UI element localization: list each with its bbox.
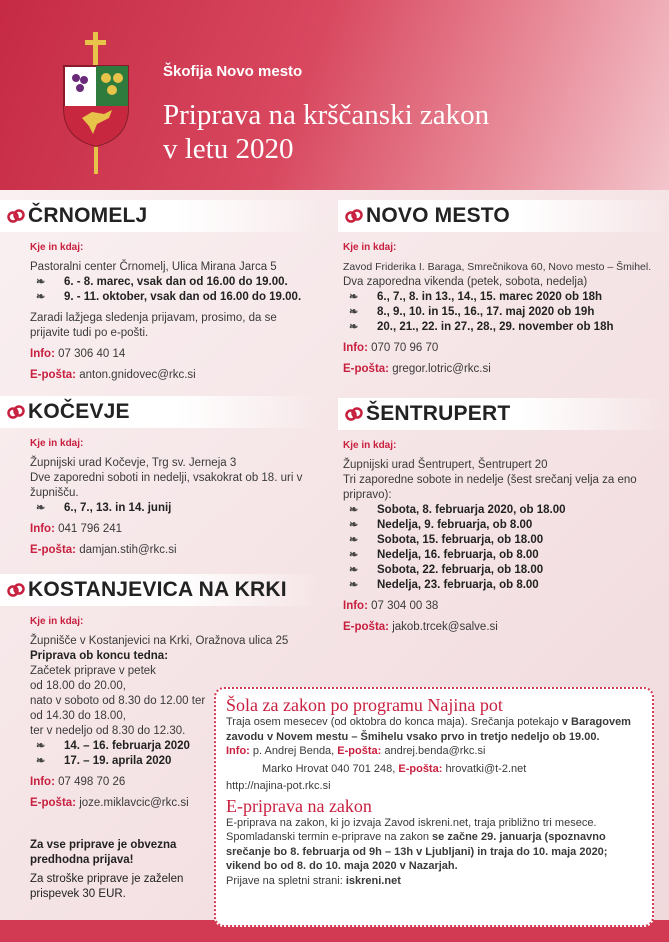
info-label: Info: xyxy=(343,600,368,612)
najina-pot-text xyxy=(226,715,642,744)
schedule-line: od 14.30 do 18.00, xyxy=(30,710,126,722)
date-text: Sobota, 15. februarja, ob 18.00 xyxy=(377,534,544,546)
schedule-line: ter v nedeljo od 8.30 do 12.30. xyxy=(30,725,186,737)
registration-note xyxy=(30,838,210,902)
place: Župnišče v Kostanjevici na Krki, Oražnova ulica 25 xyxy=(30,635,289,647)
date-line xyxy=(36,290,320,305)
mandatory-registration: Za vse priprave je obvezna predhodna prijava! xyxy=(30,839,177,866)
email-label: E-pošta: xyxy=(398,762,443,775)
date-text: 8., 9., 10. in 15., 16., 17. maj 2020 ob 19h xyxy=(377,306,595,318)
info-phone: 041 796 241 xyxy=(58,523,123,535)
schedule-line: od 18.00 do 20.00, xyxy=(30,680,126,692)
note: Tri zaporedne sobote in nedelje (šest srečanj velja za eno pripravo): xyxy=(343,474,637,501)
section-header xyxy=(0,200,320,232)
date-line xyxy=(349,518,669,533)
bullet-icon: ❧ xyxy=(36,502,46,514)
email-label: E-pošta: xyxy=(337,745,382,757)
date-text: Nedelja, 23. februarja, ob 8.00 xyxy=(377,579,539,591)
bullet-icon: ❧ xyxy=(349,504,359,516)
email-address[interactable]: joze.miklavcic@rkc.si xyxy=(79,797,189,809)
info-line xyxy=(343,341,669,356)
email-address[interactable]: gregor.lotric@rkc.si xyxy=(392,363,491,375)
info-label: Info: xyxy=(30,776,55,788)
najina-pot-contact-1 xyxy=(226,744,642,759)
email-label: E-pošta: xyxy=(30,544,76,556)
bullet-icon: ❧ xyxy=(349,579,359,591)
bullet-icon: ❧ xyxy=(349,291,359,303)
contact-name: p. Andrej Benda, xyxy=(252,745,335,757)
date-line xyxy=(349,563,669,578)
diocese-name: Škofija Novo mesto xyxy=(163,63,303,80)
date-line xyxy=(349,320,669,335)
date-text: Nedelja, 9. februarja, ob 8.00 xyxy=(377,519,533,531)
section-title: ŠENTRUPERT xyxy=(366,402,511,425)
bullet-icon: ❧ xyxy=(349,549,359,561)
bullet-icon: ❧ xyxy=(349,306,359,318)
cost-note: Za stroške priprave je zaželen prispevek 30 EUR. xyxy=(30,873,184,900)
info-line xyxy=(30,347,320,362)
email-address[interactable]: hrovatki@t-2.net xyxy=(445,762,527,775)
date-line xyxy=(349,503,669,518)
date-text: 14. – 16. februarja 2020 xyxy=(64,740,190,752)
date-line xyxy=(349,548,669,563)
info-line xyxy=(343,599,669,614)
section-header xyxy=(0,574,320,606)
info-label: Info: xyxy=(30,348,55,360)
where-when-label: Kje in kdaj: xyxy=(30,438,84,449)
info-label: Info: xyxy=(226,745,250,757)
epriprava-text-1: E-priprava na zakon, ki jo izvaja Zavod iskreni.net, traja približno tri mesece. xyxy=(226,816,597,829)
email-line xyxy=(30,368,320,383)
email-label: E-pošta: xyxy=(343,363,389,375)
title-line-1: Priprava na krščanski zakon xyxy=(163,99,490,131)
epriprava-signup xyxy=(226,874,642,889)
signup-link[interactable]: iskreni.net xyxy=(345,874,401,887)
text-bold: se začne 29. januarja (spoznavno srečanje bo 8. februarja od 9h – 13h v Ljubljani) in traja do 10. maja 2020; vikend bo od 8. do 10. maja 2020 v Nazarjah. xyxy=(226,831,608,872)
date-text: 6., 7., 8. in 13., 14., 15. marec 2020 ob 18h xyxy=(377,291,603,303)
bullet-icon: ❧ xyxy=(349,321,359,333)
rings-icon xyxy=(7,404,25,420)
email-address[interactable]: jakob.trcek@salve.si xyxy=(392,621,498,633)
najina-pot-title: Šola za zakon po programu Najina pot xyxy=(226,695,503,715)
section-header xyxy=(338,398,669,430)
email-label: E-pošta: xyxy=(343,621,389,633)
info-phone: 07 306 40 14 xyxy=(58,348,126,360)
date-line xyxy=(349,578,669,593)
title-line-2: v letu 2020 xyxy=(163,133,294,165)
email-address[interactable]: anton.gnidovec@rkc.si xyxy=(79,369,196,381)
date-text: 6., 7., 13. in 14. junij xyxy=(64,502,172,514)
note: Zaradi lažjega sledenja prijavam, prosimo, da se prijavite tudi po e-pošti. xyxy=(30,312,277,339)
subtitle: Priprava ob koncu tedna: xyxy=(30,650,169,662)
email-label: E-pošta: xyxy=(30,797,76,809)
text: Traja osem mesecev (od oktobra do konca maja). Srečanja potekajo xyxy=(226,716,562,728)
text-bold: v Baragovem zavodu v Novem mestu – Šmihelu vsako prvo in tretjo nedeljo ob 19.00. xyxy=(226,716,631,743)
programs-box xyxy=(214,687,654,927)
email-label: E-pošta: xyxy=(30,369,76,381)
bullet-icon: ❧ xyxy=(349,564,359,576)
info-phone: 07 498 70 26 xyxy=(58,776,126,788)
epriprava-title: E-priprava na zakon xyxy=(226,795,372,816)
bullet-icon: ❧ xyxy=(36,755,46,767)
place: Župnijski urad Kočevje, Trg sv. Jerneja 3 xyxy=(30,457,237,469)
where-when-label: Kje in kdaj: xyxy=(30,242,84,253)
rings-icon xyxy=(345,406,363,422)
section-title: NOVO MESTO xyxy=(366,204,510,227)
info-phone: 070 70 96 70 xyxy=(371,342,439,354)
bullet-icon: ❧ xyxy=(349,534,359,546)
date-line xyxy=(349,533,669,548)
epriprava-text-2 xyxy=(226,830,642,874)
date-line xyxy=(36,501,320,516)
where-when-label: Kje in kdaj: xyxy=(343,242,397,253)
date-text: 17. – 19. aprila 2020 xyxy=(64,755,172,767)
rings-icon xyxy=(345,208,363,224)
email-address[interactable]: damjan.stih@rkc.si xyxy=(79,544,177,556)
section-header xyxy=(0,396,320,428)
section-novo-mesto xyxy=(338,200,669,377)
schedule-line: nato v soboto od 8.30 do 12.00 ter xyxy=(30,695,206,707)
bullet-icon: ❧ xyxy=(36,276,46,288)
date-text: Nedelja, 16. februarja, ob 8.00 xyxy=(377,549,539,561)
section-kocevje xyxy=(0,396,320,558)
section-title: ČRNOMELJ xyxy=(28,204,148,227)
bullet-icon: ❧ xyxy=(36,291,46,303)
place: Župnijski urad Šentrupert, Šentrupert 20 xyxy=(343,459,548,471)
info-label: Info: xyxy=(343,342,368,354)
info-phone: 07 304 00 38 xyxy=(371,600,439,612)
najina-pot-contact-2 xyxy=(226,762,642,777)
contact-name: Marko Hrovat 040 701 248, xyxy=(262,762,396,775)
section-sentrupert xyxy=(338,398,669,635)
date-text: Sobota, 22. februarja, ob 18.00 xyxy=(377,564,544,576)
schedule-line: Začetek priprave v petek xyxy=(30,665,156,677)
date-text: 6. - 8. marec, vsak dan od 16.00 do 19.00. xyxy=(64,276,288,288)
text: Spomladanski termin e-priprave na zakon xyxy=(226,831,433,843)
email-line xyxy=(343,362,669,377)
email-address[interactable]: andrej.benda@rkc.si xyxy=(384,745,486,757)
email-line xyxy=(30,543,320,558)
email-line xyxy=(343,620,669,635)
place: Zavod Friderika I. Baraga, Smrečnikova 60, Novo mesto – Šmihel. xyxy=(343,261,652,273)
place: Pastoralni center Črnomelj, Ulica Mirana Jarca 5 xyxy=(30,261,277,273)
date-text: Sobota, 8. februarja 2020, ob 18.00 xyxy=(377,504,566,516)
section-crnomelj xyxy=(0,200,320,383)
note: Dve zaporedni soboti in nedelji, vsakokrat ob 18. uri v župnišču. xyxy=(30,472,303,499)
date-line xyxy=(349,290,669,305)
info-label: Info: xyxy=(30,523,55,535)
where-when-label: Kje in kdaj: xyxy=(30,616,84,627)
info-line xyxy=(30,522,320,537)
page-title xyxy=(163,98,623,166)
bullet-icon: ❧ xyxy=(349,519,359,531)
where-when-label: Kje in kdaj: xyxy=(343,440,397,451)
section-title: KOSTANJEVICA NA KRKI xyxy=(28,578,287,601)
date-text: 20., 21., 22. in 27., 28., 29. november ob 18h xyxy=(377,321,614,333)
note: Dva zaporedna vikenda (petek, sobota, nedelja) xyxy=(343,276,588,288)
date-line xyxy=(36,275,320,290)
rings-icon xyxy=(7,582,25,598)
date-line xyxy=(349,305,669,320)
bullet-icon: ❧ xyxy=(36,740,46,752)
date-text: 9. - 11. oktober, vsak dan od 16.00 do 19.00. xyxy=(64,291,302,303)
diocese-coat-of-arms-icon xyxy=(60,28,132,176)
section-title: KOČEVJE xyxy=(28,400,130,423)
section-header xyxy=(338,200,669,232)
signup-text: Prijave na spletni strani: xyxy=(226,874,346,887)
rings-icon xyxy=(7,208,25,224)
najina-pot-link[interactable]: http://najina-pot.rkc.si xyxy=(226,780,331,792)
